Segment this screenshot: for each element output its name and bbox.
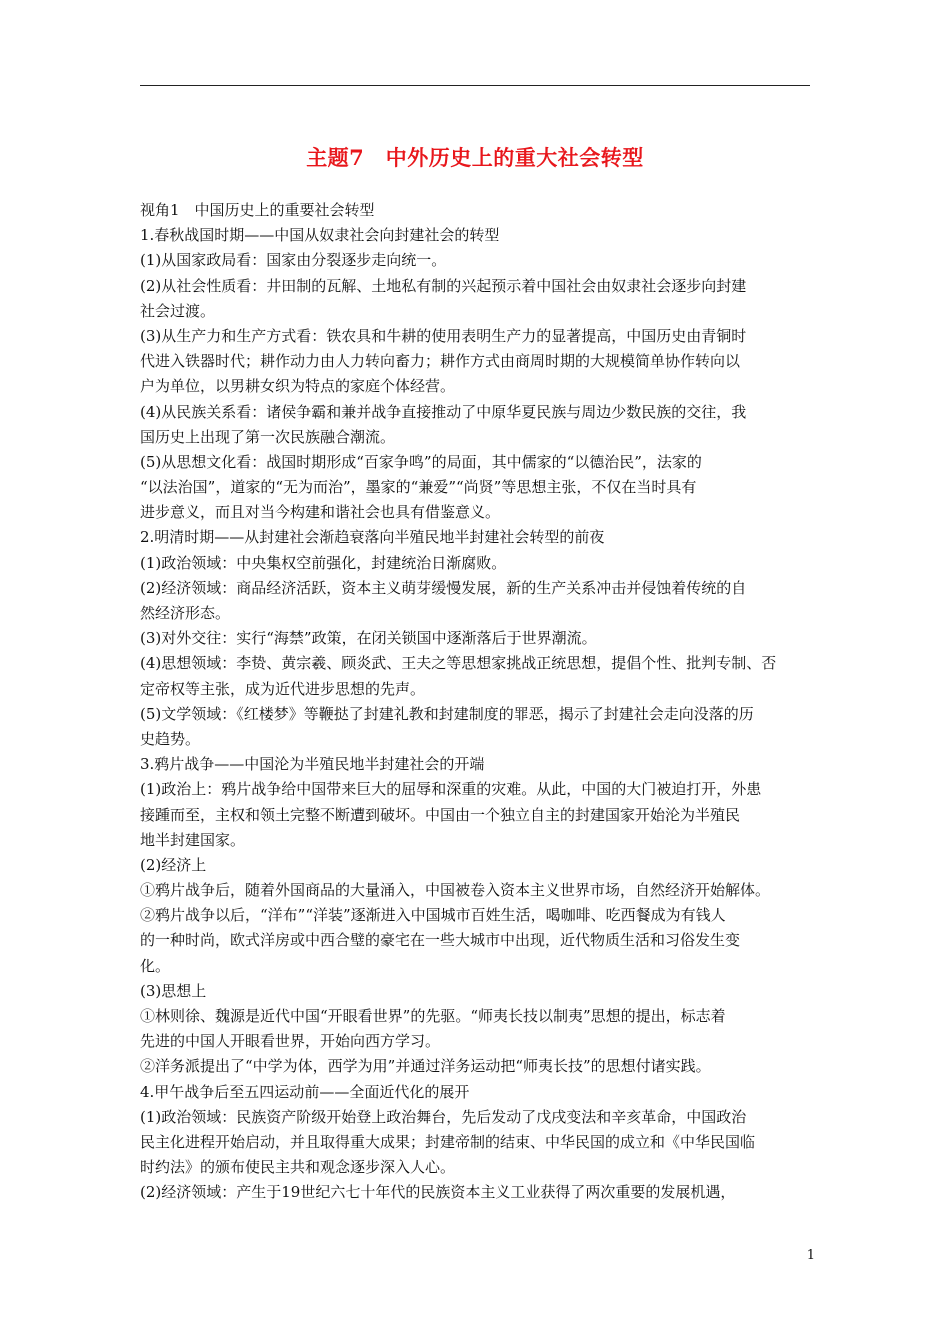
text-line: 的一种时尚，欧式洋房或中西合璧的豪宅在一些大城市中出现，近代物质生活和习俗发生变 [140, 931, 741, 950]
text-line: 社会过渡。 [140, 301, 216, 320]
page-title: 主题7 中外历史上的重大社会转型 [306, 145, 644, 170]
text-line: 视角1 中国历史上的重要社会转型 [140, 201, 375, 219]
text-line: (3)思想上 [140, 981, 207, 1000]
text-line: (1)政治上：鸦片战争给中国带来巨大的屈辱和深重的灾难。从此，中国的大门被迫打开，外患 [140, 780, 762, 799]
text-line: 3.鸦片战争——中国沦为半殖民地半封建社会的开端 [140, 755, 485, 774]
text-line: (1)从国家政局看：国家由分裂逐步走向统一。 [140, 251, 447, 270]
text-line: 民主化进程开始启动，并且取得重大成果；封建帝制的结束、中华民国的成立和《中华民国临 [140, 1132, 756, 1151]
text-line: (3)从生产力和生产方式看：铁农具和牛耕的使用表明生产力的显著提高，中国历史由青铜时 [140, 326, 747, 345]
text-line: 户为单位，以男耕女织为特点的家庭个体经营。 [140, 377, 456, 396]
text-line: (5)从思想文化看：战国时期形成“百家争鸣”的局面，其中儒家的“以德治民”，法家的 [140, 452, 702, 471]
text-line: ②洋务派提出了“中学为体，西学为用”并通过洋务运动把“师夷长技”的思想付诸实践。 [140, 1057, 711, 1076]
body-text [140, 198, 812, 1206]
text-line: (2)经济上 [140, 855, 207, 874]
text-line: (4)思想领域：李贽、黄宗羲、顾炎武、王夫之等思想家挑战正统思想，提倡个性、批判专制、否 [140, 654, 777, 673]
text-line: 定帝权等主张，成为近代进步思想的先声。 [140, 679, 426, 698]
text-line: 4.甲午战争后至五四运动前——全面近代化的展开 [140, 1082, 470, 1101]
text-line: (2)经济领域：商品经济活跃，资本主义萌芽缓慢发展，新的生产关系冲击并侵蚀着传统的自 [140, 578, 747, 597]
text-line: (4)从民族关系看：诸侯争霸和兼并战争直接推动了中原华夏民族与周边少数民族的交往，我 [140, 402, 747, 421]
text-line: ①林则徐、魏源是近代中国“开眼看世界”的先驱。“师夷长技以制夷”思想的提出，标志着 [140, 1007, 726, 1025]
text-line: (2)从社会性质看：井田制的瓦解、土地私有制的兴起预示着中国社会由奴隶社会逐步向封建 [140, 276, 747, 295]
text-line: (3)对外交往：实行“海禁”政策，在闭关锁国中逐渐落后于世界潮流。 [140, 629, 597, 648]
text-line: 代进入铁器时代；耕作动力由人力转向畜力；耕作方式由商周时期的大规模简单协作转向以 [140, 352, 741, 371]
text-line: 进步意义，而且对当今构建和谐社会也具有借鉴意义。 [140, 503, 501, 522]
text-line: 接踵而至，主权和领土完整不断遭到破坏。中国由一个独立自主的封建国家开始沦为半殖民 [140, 805, 741, 824]
text-line: ②鸦片战争以后，“洋布”“洋装”逐渐进入中国城市百姓生活，喝咖啡、吃西餐成为有钱人 [140, 906, 726, 925]
text-line: (1)政治领域：民族资产阶级开始登上政治舞台，先后发动了戊戌变法和辛亥革命，中国政治 [140, 1107, 747, 1126]
text-line: 1.春秋战国时期——中国从奴隶社会向封建社会的转型 [140, 226, 500, 245]
text-line: 先进的中国人开眼看世界，开始向西方学习。 [140, 1032, 441, 1051]
text-line: ①鸦片战争后，随着外国商品的大量涌入，中国被卷入资本主义世界市场，自然经济开始解体。 [140, 881, 771, 900]
text-line: (1)政治领域：中央集权空前强化，封建统治日渐腐败。 [140, 553, 507, 572]
text-line: (2)经济领域：产生于19世纪六七十年代的民族资本主义工业获得了两次重要的发展机遇， [140, 1183, 736, 1202]
text-line: (5)文学领域：《红楼梦》等鞭挞了封建礼教和封建制度的罪恶，揭示了封建社会走向没落的历 [140, 704, 754, 723]
text-line: 2.明清时期——从封建社会渐趋衰落向半殖民地半封建社会转型的前夜 [140, 528, 605, 547]
text-line: “以法治国”，道家的“无为而治”，墨家的“兼爱”“尚贤”等思想主张，不仅在当时具有 [140, 478, 697, 497]
text-line: 然经济形态。 [140, 604, 231, 622]
page-number: 1 [806, 1248, 815, 1263]
text-line: 时约法》的颁布使民主共和观念逐步深入人心。 [140, 1158, 456, 1177]
text-line: 地半封建国家。 [140, 830, 246, 849]
text-line: 国历史上出现了第一次民族融合潮流。 [140, 427, 396, 446]
text-line: 化。 [140, 956, 171, 975]
text-line: 史趋势。 [140, 729, 201, 748]
header-rule [140, 85, 810, 86]
